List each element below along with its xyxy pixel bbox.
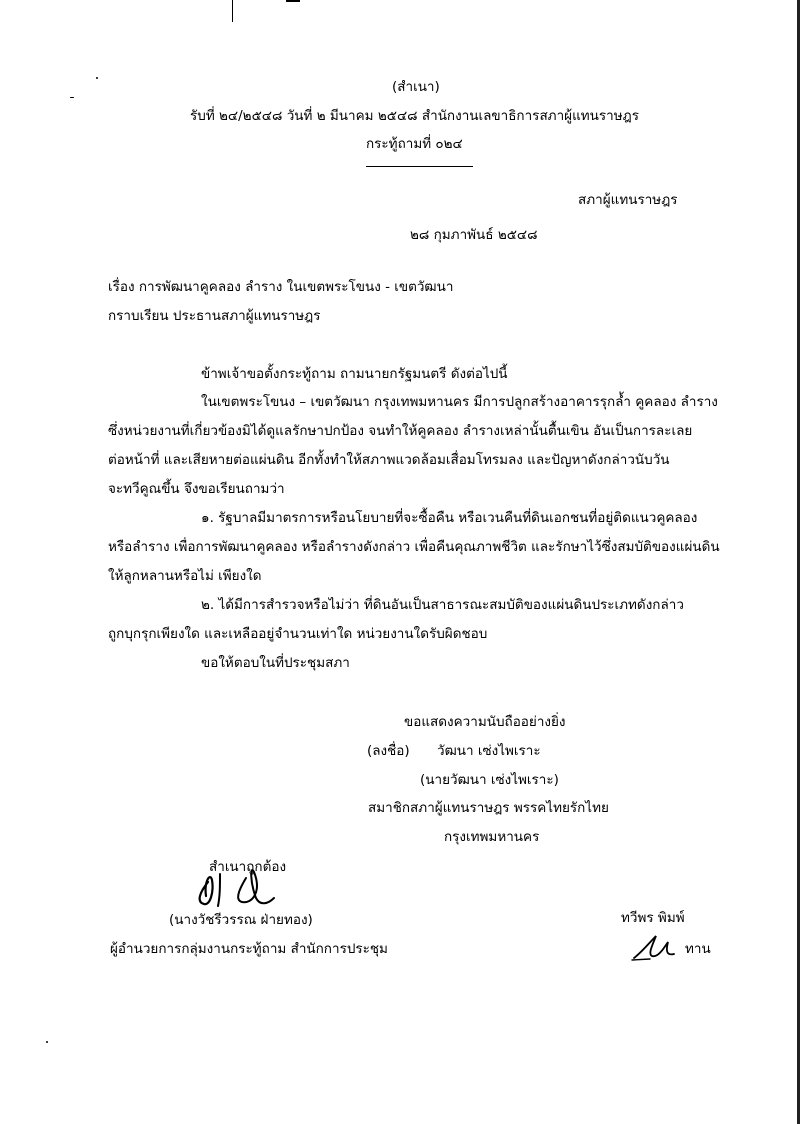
question-1-line: ให้ลูกหลานหรือไม่ เพียงใด — [108, 568, 262, 584]
paragraph-line: จะทวีคูณขึ้น จึงขอเรียนถามว่า — [108, 481, 285, 497]
received-stamp-line: รับที่ ๒๔/๒๕๔๘ วันที่ ๒ มีนาคม ๒๕๔๘ สำนักงานเลขาธิการสภาผู้แทนราษฎร — [190, 108, 639, 124]
question-2-line: ถูกบุกรุกเพียงใด และเหลืออยู่จำนวนเท่าใด หน่วยงานใดรับผิดชอบ — [108, 626, 488, 642]
courtesy-closing: ขอแสดงความนับถืออย่างยิ่ง — [404, 714, 566, 730]
copy-mark: (สำเนา) — [392, 79, 440, 95]
question-2-line: ๒. ได้มีการสำรวจหรือไม่ว่า ที่ดินอันเป็นสาธารณะสมบัติของแผ่นดินประเภทดังกล่าว — [201, 597, 684, 613]
paragraph-line: ในเขตพระโขนง – เขตวัฒนา กรุงเทพมหานคร มีการปลูกสร้างอาคารรุกล้ำ คูคลอง ลำราง — [201, 394, 718, 410]
certified-copy-label: สำเนาถูกต้อง — [209, 859, 287, 875]
header-divider — [366, 166, 473, 167]
addressee-line: กราบเรียน ประธานสภาผู้แทนราษฎร — [108, 308, 321, 324]
checker-handwritten-initials — [630, 932, 680, 962]
scan-edge-mark — [286, 0, 300, 2]
question-1-line: หรือลำราง เพื่อการพัฒนาคูคลอง หรือลำรางดังกล่าว เพื่อคืนคุณภาพชีวิต และรักษาไว้ซึ่งสมบัติของแผ่นดิน — [108, 539, 720, 555]
paragraph-line: ซึ่งหน่วยงานที่เกี่ยวข้องมิได้ดูแลรักษาปกป้อง จนทำให้คูคลอง ลำรางเหล่านั้นตื้นเขิน อันเป็นการละเลย — [108, 423, 693, 439]
signed-name: วัฒนา เซ่งไพเราะ — [437, 743, 541, 759]
issuer: สภาผู้แทนราษฎร — [578, 192, 678, 208]
certifier-name: (นางวัชรีวรรณ ฝ่ายทอง) — [169, 912, 313, 928]
signer-province: กรุงเทพมหานคร — [444, 829, 540, 845]
subject-line: เรื่อง การพัฒนาคูคลอง ลำราง ในเขตพระโขนง - เขตวัฒนา — [108, 279, 454, 295]
scan-speck — [96, 77, 98, 79]
printed-name: (นายวัฒนา เซ่งไพเราะ) — [420, 772, 559, 788]
certifier-title: ผู้อำนวยการกลุ่มงานกระทู้ถาม สำนักการประชุม — [110, 941, 388, 957]
signed-label: (ลงชื่อ) — [367, 743, 410, 759]
scan-speck — [70, 97, 74, 98]
document-date: ๒๘ กุมภาพันธ์ ๒๕๔๘ — [410, 227, 538, 243]
certifier-handwritten-signature — [190, 852, 280, 912]
paragraph-line: ต่อหน้าที่ และเสียหายต่อแผ่นดิน อีกทั้งทำให้สภาพแวดล้อมเสื่อมโทรมลง และปัญหาดังกล่าวนับวัน — [108, 452, 670, 468]
typist-name: ทวีพร พิมพ์ — [621, 910, 685, 926]
signer-position: สมาชิกสภาผู้แทนราษฎร พรรคไทยรักไทย — [368, 800, 609, 816]
question-number: กระทู้ถามที่ ๐๒๔ — [366, 136, 463, 152]
checked-label: ทาน — [685, 941, 711, 957]
closing-request: ขอให้ตอบในที่ประชุมสภา — [201, 655, 350, 671]
question-1-line: ๑. รัฐบาลมีมาตรการหรือนโยบายที่จะซื้อคืน หรือเวนคืนที่ดินเอกชนที่อยู่ติดแนวคูคลอง — [201, 510, 698, 526]
intro-paragraph: ข้าพเจ้าขอตั้งกระทู้ถาม ถามนายกรัฐมนตรี ดังต่อไปนี้ — [201, 366, 508, 382]
scan-edge-mark — [232, 0, 233, 22]
scan-speck — [46, 1041, 48, 1043]
